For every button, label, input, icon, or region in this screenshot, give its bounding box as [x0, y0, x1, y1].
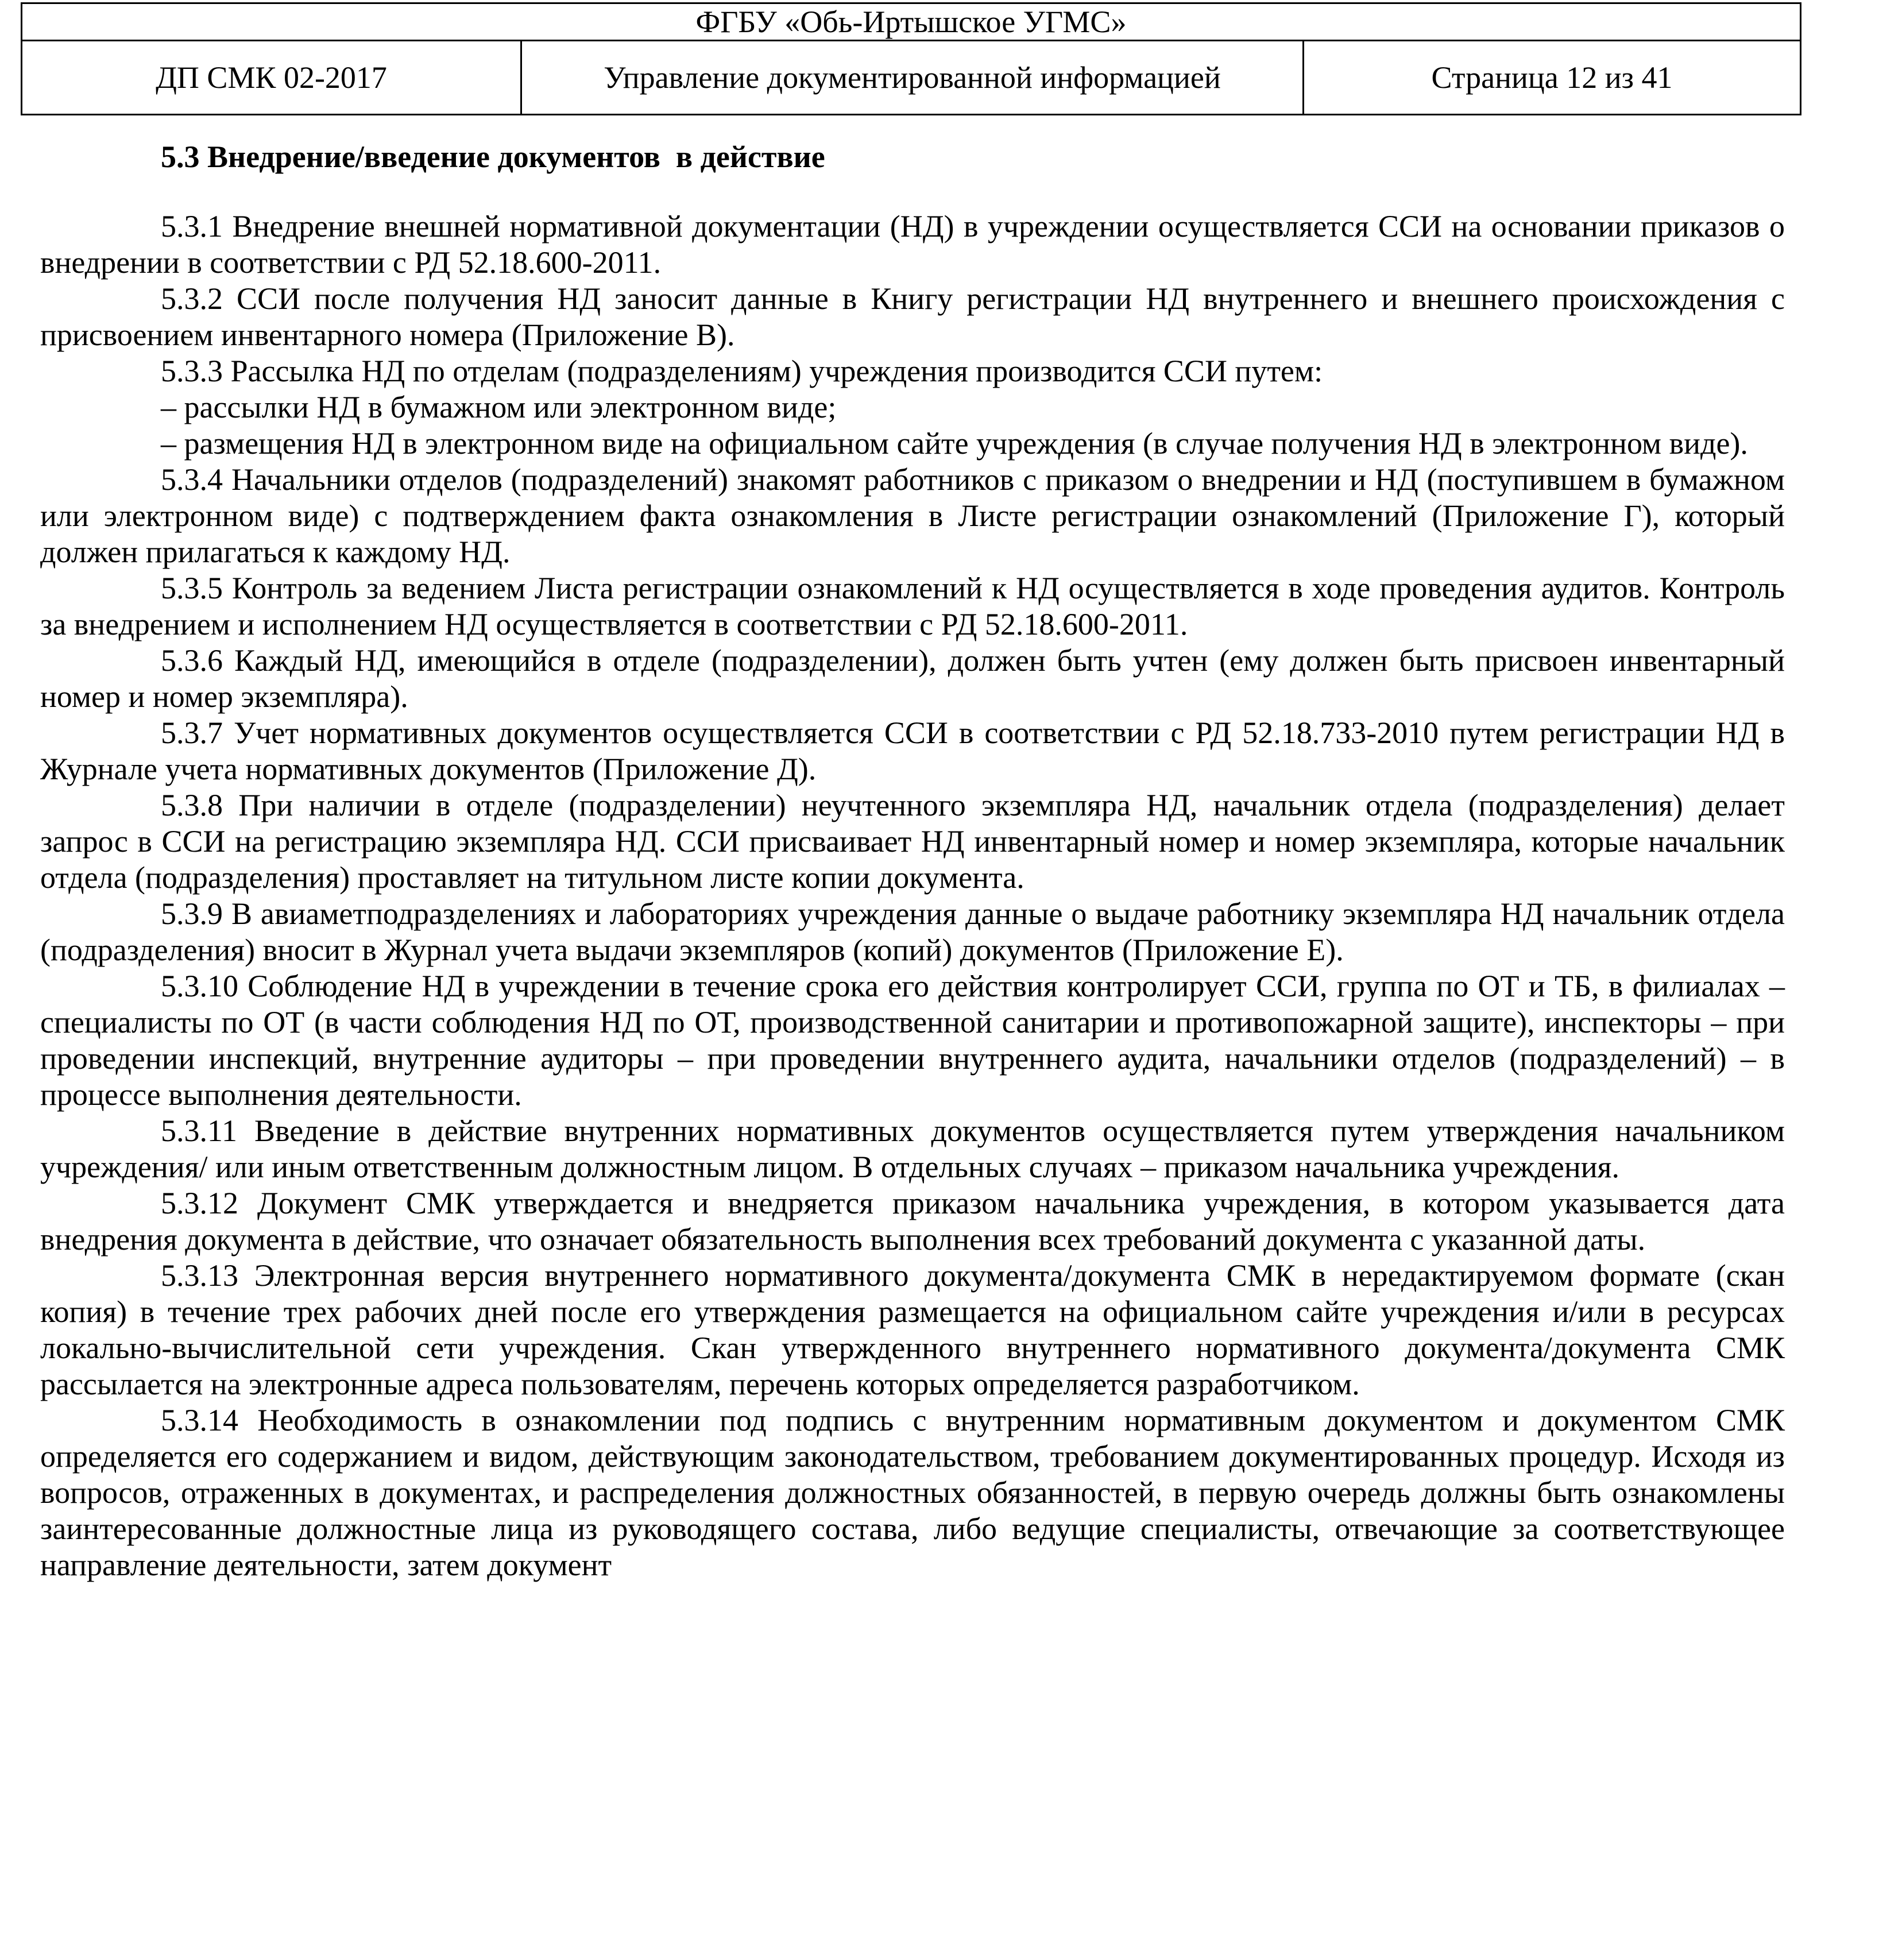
paragraph-5-3-2: 5.3.2 ССИ после получения НД заносит данные в Книгу регистрации НД внутреннего и внешнего происхождения с присвоением инвентарного номера (Приложение В). — [40, 281, 1785, 352]
paragraph-5-3-7: 5.3.7 Учет нормативных документов осуществляется ССИ в соответствии с РД 52.18.733-2010 путем регистрации НД в Журнале учета нормативных документов (Приложение Д). — [40, 716, 1785, 786]
paragraph-5-3-1: 5.3.1 Внедрение внешней нормативной документации (НД) в учреждении осуществляется ССИ на основании приказов о внедрении в соответствии с РД 52.18.600-2011. — [40, 209, 1785, 280]
paragraph-5-3-8: 5.3.8 При наличии в отделе (подразделении) неучтенного экземпляра НД, начальник отдела (подразделения) делает запрос в ССИ на регистрацию экземпляра НД. ССИ присваивает НД инвентарный номер и номер экземпляра, которые начальник отдела (подразделения) проставляет на титульном листе копии документа. — [40, 788, 1785, 895]
paragraph-5-3-13: 5.3.13 Электронная версия внутреннего нормативного документа/документа СМК в нередактируемом формате (скан копия) в течение трех рабочих дней после его утверждения размещается на официальном сайте учреждения и/или в ресурсах локально-вычислительной сети учреждения. Скан утвержденного внутреннего нормативного документа/документа СМК рассылается на электронные адреса пользователям, перечень которых определяется разработчиком. — [40, 1258, 1785, 1401]
document-header-table — [21, 2, 1801, 115]
page-number: Страница 12 из 41 — [1304, 41, 1801, 115]
paragraph-5-3-4: 5.3.4 Начальники отделов (подразделений) знакомят работников с приказом о внедрении и НД (поступившем в бумажном или электронном виде) с подтверждением факта ознакомления в Листе регистрации ознакомлений (Приложение Г), который должен прилагаться к каждому НД. — [40, 462, 1785, 569]
paragraph-5-3-3: 5.3.3 Рассылка НД по отделам (подразделениям) учреждения производится ССИ путем: — [161, 354, 1323, 388]
paragraph-5-3-14: 5.3.14 Необходимость в ознакомлении под подпись с внутренним нормативным документом и документом СМК определяется его содержанием и видом, действующим законодательством, требованием документированных процедур. Исходя из вопросов, отраженных в документах, и распределения должностных обязанностей, в первую очередь должны быть ознакомлены заинтересованные должностные лица из руководящего состава, либо ведущие специалисты, отвечающие за соответствующее направление деятельности, затем документ — [40, 1403, 1785, 1582]
paragraph-5-3-12: 5.3.12 Документ СМК утверждается и внедряется приказом начальника учреждения, в котором указывается дата внедрения документа в действие, что означает обязательность выполнения всех требований документа с указанной даты. — [40, 1186, 1785, 1257]
paragraph-5-3-6: 5.3.6 Каждый НД, имеющийся в отделе (подразделении), должен быть учтен (ему должен быть присвоен инвентарный номер и номер экземпляра). — [40, 643, 1785, 714]
document-code: ДП СМК 02-2017 — [22, 41, 521, 115]
document-body — [40, 139, 1785, 1583]
document-title: Управление документированной информацией — [521, 41, 1304, 115]
list-item-mailing: – рассылки НД в бумажном или электронном виде; — [161, 390, 837, 424]
paragraph-5-3-11: 5.3.11 Введение в действие внутренних нормативных документов осуществляется путем утверждения начальником учреждения/ или иным ответственным должностным лицом. В отдельных случаях – приказом начальника учреждения. — [40, 1114, 1785, 1184]
organization-name: ФГБУ «Обь-Иртышское УГМС» — [22, 3, 1801, 41]
paragraph-5-3-5: 5.3.5 Контроль за ведением Листа регистрации ознакомлений к НД осуществляется в ходе проведения аудитов. Контроль за внедрением и исполнением НД осуществляется в соответствии с РД 52.18.600-2011. — [40, 571, 1785, 641]
section-heading: 5.3 Внедрение/введение документов в действие — [161, 140, 825, 174]
paragraph-5-3-10: 5.3.10 Соблюдение НД в учреждении в течение срока его действия контролирует ССИ, группа по ОТ и ТБ, в филиалах – специалисты по ОТ (в части соблюдения НД по ОТ, производственной санитарии и противопожарной защите), инспекторы – при проведении инспекций, внутренние аудиторы – при проведении внутреннего аудита, начальники отделов (подразделений) – в процессе выполнения деятельности. — [40, 969, 1785, 1112]
paragraph-5-3-9: 5.3.9 В авиаметподразделениях и лабораториях учреждения данные о выдаче работнику экземпляра НД начальник отдела (подразделения) вносит в Журнал учета выдачи экземпляров (копий) документов (Приложение Е). — [40, 896, 1785, 967]
list-item-website: – размещения НД в электронном виде на официальном сайте учреждения (в случае получения НД в электронном виде). — [161, 426, 1748, 461]
